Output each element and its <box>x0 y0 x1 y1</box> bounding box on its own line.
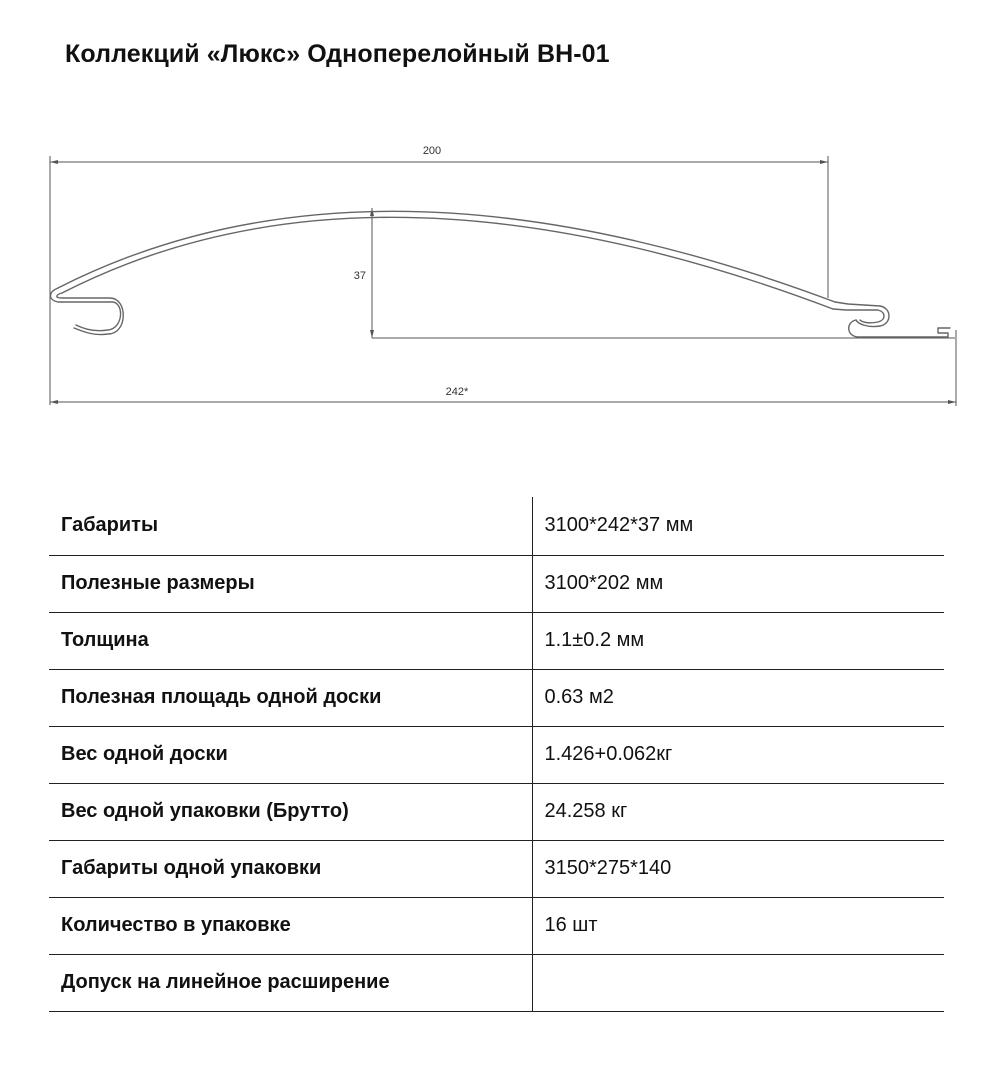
spec-label: Габариты одной упаковки <box>49 840 532 897</box>
spec-value: 0.63 м2 <box>532 669 944 726</box>
spec-label: Вес одной доски <box>49 726 532 783</box>
spec-label: Количество в упаковке <box>49 897 532 954</box>
spec-value: 16 шт <box>532 897 944 954</box>
dimension-height: 37 <box>353 270 366 282</box>
spec-value: 3150*275*140 <box>532 840 944 897</box>
table-row <box>49 555 944 612</box>
page-title: Коллекций «Люкс» Одноперелойный ВН-01 <box>65 40 610 68</box>
table-row <box>49 954 944 1011</box>
profile-drawing <box>0 0 994 470</box>
spec-value: 1.426+0.062кг <box>532 726 944 783</box>
spec-value: 24.258 кг <box>532 783 944 840</box>
table-row <box>49 783 944 840</box>
spec-label: Вес одной упаковки (Брутто) <box>49 783 532 840</box>
table-row <box>49 612 944 669</box>
spec-label: Полезные размеры <box>49 555 532 612</box>
spec-table <box>49 497 944 1012</box>
spec-label: Допуск на линейное расширение <box>49 954 532 1011</box>
spec-value: 3100*242*37 мм <box>532 497 944 555</box>
table-row <box>49 669 944 726</box>
dimension-top-width: 200 <box>422 145 442 157</box>
spec-label: Толщина <box>49 612 532 669</box>
dimension-total-width: 242* <box>445 386 469 398</box>
spec-value: 1.1±0.2 мм <box>532 612 944 669</box>
dimension-lines <box>50 156 956 406</box>
spec-value: 3100*202 мм <box>532 555 944 612</box>
table-row <box>49 497 944 555</box>
panel-profile <box>51 211 951 337</box>
table-row <box>49 840 944 897</box>
spec-label: Полезная площадь одной доски <box>49 669 532 726</box>
table-row <box>49 897 944 954</box>
spec-value <box>532 954 944 1011</box>
spec-label: Габариты <box>49 497 532 555</box>
table-row <box>49 726 944 783</box>
